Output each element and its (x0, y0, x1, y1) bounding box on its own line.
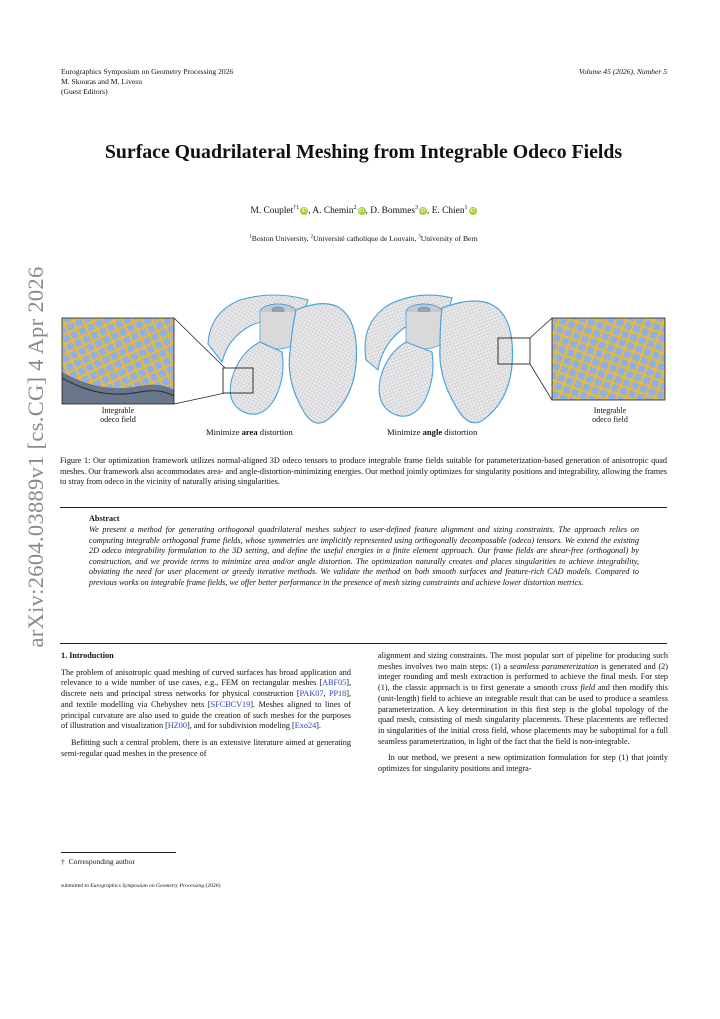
author: M. Couplet$^{\dagger 1}$iD (250, 205, 307, 217)
running-header-left (61, 67, 233, 97)
editors-line: M. Skouras and M. Livesu (61, 77, 142, 86)
section-heading: 1. Introduction (61, 651, 114, 660)
intro-paragraph: Befitting such a central problem, there is an extensive literature aimed at generating semi-regular quad meshes in the presence of (61, 737, 351, 758)
guest-editors-line: (Guest Editors) (61, 87, 108, 96)
propeller-angle-model (365, 295, 530, 423)
intro-paragraph: In our method, we present a new optimization formulation for step (1) that jointly optimizes for singularity positions and integra- (378, 753, 668, 774)
abstract-heading: Abstract (89, 514, 120, 523)
author-list: M. Couplet$^{\dagger 1}$iD, A. Chemin$^2$iD, D. Bommes$^3$iD, E. Chien$^1$iD (250, 205, 476, 217)
arxiv-stamp: arXiv:2604.03889v1 [cs.CG] 4 Apr 2026 (23, 266, 48, 648)
citation-link[interactable]: SFCBCV19 (210, 699, 251, 709)
citation-link[interactable]: HZ00 (167, 721, 187, 731)
area-distortion-label: Minimize area distortion (206, 427, 293, 437)
affiliations: $^1$Boston University, $^2$Université catholique de Louvain, $^3$University of Bern (249, 234, 478, 243)
angle-distortion-label: Minimize angle distortion (387, 427, 478, 437)
intro-paragraph: The problem of anisotropic quad meshing of curved surfaces has broad application and relevance to a wide number of use cases, e.g., FEM on rectangular meshes [ABF05], discrete nets and principal stress networks for physical construction [PAK07, PP18], and textile modelling via Chebyshev nets [SFCBCV19]. Meshes aligned to lines of principal curvature are also used to guide the creation of such meshes for the purposes of illustration and visualization [HZ00], and for subdivision modeling [Exo24]. (61, 667, 352, 731)
orcid-icon[interactable]: iD (301, 208, 307, 215)
left-inset-label: Integrable odeco field (100, 406, 136, 424)
orcid-icon[interactable]: iD (469, 208, 476, 215)
zoom-line (530, 364, 552, 400)
propeller-area-model (208, 295, 357, 423)
abstract-text: We present a method for generating orthogonal quadrilateral meshes subject to user-defined feature alignment and sizing constraints. The approach relies on computing integrable orthogonal frame fields, whose symmetries are implicitly represented using orthogonally decomposable (odeco) tensors. We extend the existing 2D odeco integrability formulation to the 3D setting, and define the useful energies in a finite element approach. Our frame fields are shear-free (orthogonal) by construction, and we provide terms to minimize area and/or angle distortion. The optimization naturally creates and places singularities to achieve integrability, obviating the need for user placement or greedy iterative methods. We validate the method on both smooth surfaces and feature-rich CAD models. Compared to previous works on integrable frame fields, we offer better performance in the presence of mesh sizing constraints and achieve lower distortion metrics. (89, 525, 639, 587)
right-field-inset (552, 318, 665, 400)
citation-link[interactable]: PAK07 (299, 689, 324, 699)
zoom-line (174, 393, 225, 404)
orcid-icon[interactable]: iD (358, 208, 365, 215)
volume-number: Volume 45 (2026), Number 5 (579, 67, 667, 76)
divider (60, 507, 667, 508)
figure-caption: Figure 1: Our optimization framework utilizes normal-aligned 3D odeco tensors to produce integrable frame fields suitable for parameterization-based generation of anisotropic quad meshes. Our framework also accommodates area- and angle-distortion-minimizing energies. Our method jointly optimizes for singularity positions and integrability, allowing the frames to stray from odeco in the vicinity of naturally arising singularities. (60, 456, 667, 487)
left-column (61, 651, 351, 759)
citation-link[interactable]: Exo24 (294, 721, 317, 731)
left-field-inset (62, 318, 174, 404)
author: E. Chien$^1$iD (431, 205, 476, 217)
author: A. Chemin$^2$iD (312, 205, 365, 217)
page-footer: submitted to Eurographics Symposium on Geometry Processing (2026) (61, 883, 221, 889)
citation-link[interactable]: PP18 (328, 689, 347, 699)
paper-title: Surface Quadrilateral Meshing from Integrable Odeco Fields (104, 141, 623, 163)
venue-line: Eurographics Symposium on Geometry Processing 2026 (61, 67, 234, 76)
right-column (378, 651, 668, 775)
right-inset-label: Integrable odeco field (592, 406, 628, 424)
footnote-rule (61, 852, 176, 853)
divider (60, 643, 667, 644)
author: D. Bommes$^3$iD (370, 205, 426, 217)
zoom-line (530, 318, 552, 338)
orcid-icon[interactable]: iD (420, 208, 426, 215)
footnote: † Corresponding author (61, 857, 136, 866)
intro-paragraph: alignment and sizing constraints. The most popular sort of pipeline for producing such meshes involves two main steps: (1) a seamless parameterization is generated and (2) integer rounding and mesh extraction is performed to achieve the final mesh. For step (1), the classic approach is to first generate a smooth cross field and then modify this (unit-length) field to achieve an integrable result that can be used to produce a seamless parameterization. A key determination in this first step is the global topology of the quad mesh, consisting of mesh singularity placements. These placements are reflected in singularities of the initial cross field, whose placements may be suboptimal for a full seamless parameterization, in light of the fact that the field is non-integrable. (378, 651, 668, 746)
citation-link[interactable]: ABF05 (322, 678, 347, 688)
